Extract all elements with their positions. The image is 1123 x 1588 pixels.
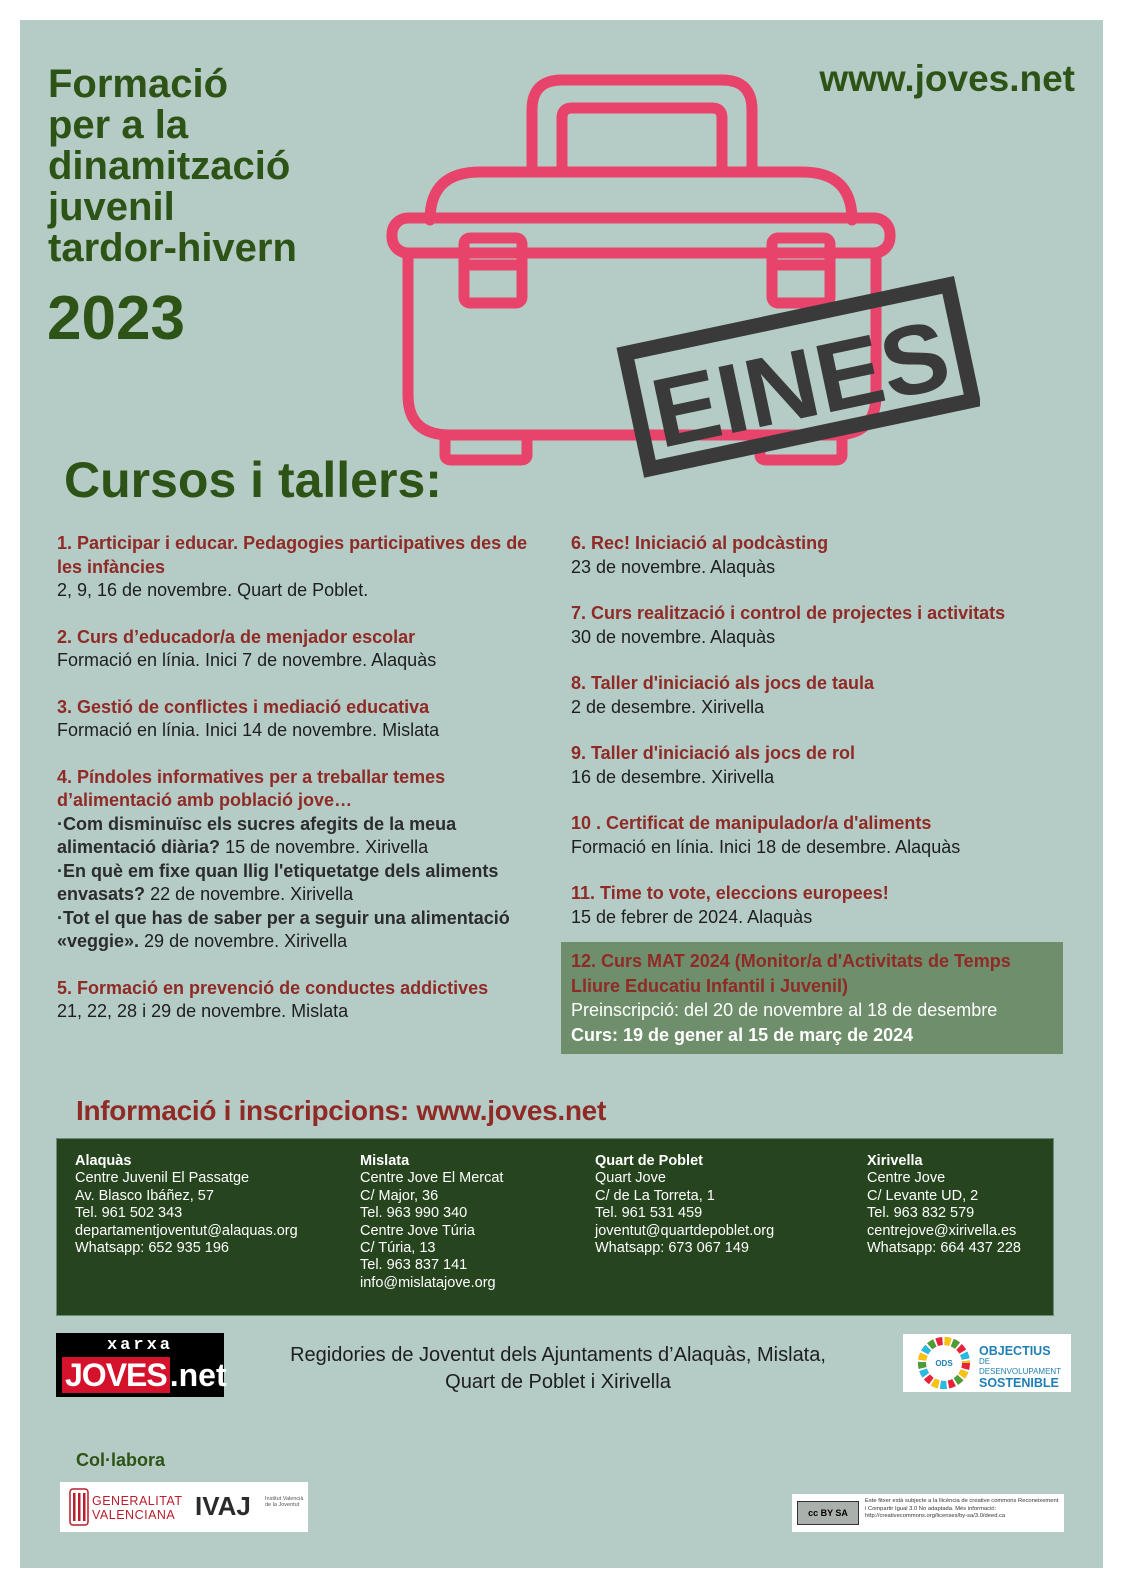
- contact-line: Whatsapp: 673 067 149: [595, 1240, 749, 1257]
- xarxa-logo-net: .net: [169, 1357, 227, 1393]
- course-title: 8. Taller d'iniciació als jocs de taula: [571, 673, 875, 693]
- mat-dates: Curs: 19 de gener al 15 de març de 2024: [571, 1024, 914, 1045]
- course-detail: Formació en línia. Inici 14 de novembre. Mislata: [57, 720, 440, 740]
- contact-line: Centre Jove El Mercat: [360, 1170, 504, 1187]
- xarxa-logo-bottom: [62, 1357, 227, 1393]
- session-title: ·Com disminuïsc els sucres afegits de la meua alimentació diària?: [57, 813, 457, 857]
- course-detail: 21, 22, 28 i 29 de novembre. Mislata: [57, 1001, 349, 1021]
- course-item: [57, 696, 557, 743]
- contact-quart-de-poblet: [595, 1153, 774, 1257]
- contact-line: Tel. 963 837 141: [360, 1257, 468, 1274]
- contact-line: Tel. 963 832 579: [867, 1205, 975, 1222]
- website-link[interactable]: www.joves.net: [819, 58, 1075, 99]
- contact-town: Alaquàs: [75, 1153, 132, 1169]
- course-title: 3. Gestió de conflictes i mediació educativa: [57, 696, 430, 717]
- course-title: 5. Formació en prevenció de conductes addictives: [57, 977, 489, 998]
- xarxa-logo-top: xarxa: [106, 1336, 173, 1355]
- xarxa-logo-joves: JOVES: [62, 1357, 170, 1393]
- course-item: [571, 882, 1091, 929]
- title-line: tardor-hivern: [48, 226, 297, 270]
- contact-line: Whatsapp: 664 437 228: [867, 1240, 1021, 1257]
- course-detail: Formació en línia. Inici 18 de desembre. Alaquàs: [571, 836, 961, 857]
- course-title: 10 . Certificat de manipulador/a d'aliments: [571, 813, 932, 833]
- contact-line: Whatsapp: 652 935 196: [75, 1240, 229, 1257]
- contact-line: Centre Jove Túria: [360, 1222, 475, 1239]
- ods-subtitle: DE DESENVOLUPAMENT: [979, 1357, 1062, 1376]
- title-line: per a la: [48, 103, 189, 147]
- title-line: Formació: [48, 62, 229, 106]
- contact-email[interactable]: centrejove@xirivella.es: [867, 1222, 1017, 1239]
- contact-line: C/ Levante UD, 2: [867, 1187, 979, 1204]
- course-detail: Formació en línia. Inici 7 de novembre. Alaquàs: [57, 650, 437, 670]
- course-detail: 2, 9, 16 de novembre. Quart de Poblet.: [57, 580, 369, 600]
- course-item: [571, 672, 1091, 719]
- course-detail: 23 de novembre. Alaquàs: [571, 556, 776, 577]
- contact-line: Av. Blasco Ibáñez, 57: [75, 1187, 214, 1204]
- course-title: 11. Time to vote, eleccions europees!: [571, 883, 889, 903]
- course-detail: 2 de desembre. Xirivella: [571, 696, 765, 717]
- course-title: 2. Curs d’educador/a de menjador escolar: [57, 626, 416, 647]
- generalitat-ivaj-logos: [60, 1482, 308, 1532]
- title-line: dinamització: [48, 144, 291, 188]
- generalitat-line: VALENCIANA: [92, 1508, 176, 1522]
- session-title: ·En què em fixe quan llig l'etiquetatge dels aliments envasats?: [57, 860, 499, 904]
- course-item: [571, 812, 1091, 859]
- course-detail: 16 de desembre. Xirivella: [571, 766, 775, 787]
- course-title: 6. Rec! Iniciació al podcàsting: [571, 533, 829, 553]
- ods-title: OBJECTIUS: [979, 1344, 1051, 1358]
- contacts-panel: [56, 1138, 1054, 1316]
- course-session: [57, 813, 557, 860]
- course-item: [571, 532, 1091, 579]
- session-detail: 29 de novembre. Xirivella: [139, 931, 348, 951]
- course-item: [571, 742, 1091, 789]
- contact-email[interactable]: joventut@quartdepoblet.org: [595, 1222, 775, 1239]
- ods-small-label: ODS: [935, 1359, 953, 1368]
- regidories-text: [233, 1342, 883, 1396]
- contact-line: Tel. 961 531 459: [595, 1205, 703, 1222]
- contact-line: Centre Juvenil El Passatge: [75, 1170, 250, 1187]
- course-item: [57, 626, 557, 673]
- contact-alaquas: [75, 1153, 298, 1257]
- courses-column-right: [571, 532, 1091, 952]
- contact-line: Quart Jove: [595, 1170, 666, 1187]
- ods-wheel-icon: [915, 1334, 973, 1392]
- generalitat-text: [92, 1494, 182, 1522]
- course-item: [57, 532, 557, 603]
- generalitat-shield-icon: [68, 1487, 90, 1527]
- course-session: [57, 860, 557, 907]
- ods-last: SOSTENIBLE: [979, 1376, 1059, 1390]
- regidories-line: Quart de Poblet i Xirivella: [445, 1371, 671, 1393]
- ods-text: [979, 1345, 1071, 1389]
- courses-column-left: [57, 532, 557, 1047]
- course-item: [57, 766, 557, 954]
- course-title: 7. Curs realització i control de projectes i activitats: [571, 603, 1006, 623]
- course-title: 4. Píndoles informatives per a treballar temes d’alimentació amb població jove…: [57, 766, 446, 810]
- course-session: [57, 907, 557, 954]
- course-detail: 30 de novembre. Alaquàs: [571, 626, 776, 647]
- contact-email[interactable]: departamentjoventut@alaquas.org: [75, 1222, 298, 1239]
- courses-heading: Cursos i tallers:: [64, 452, 442, 508]
- toolbox-illustration: [360, 70, 980, 490]
- mat-preinscription: Preinscripció: del 20 de novembre al 18 de desembre: [571, 1000, 998, 1020]
- eines-stamp: [625, 285, 973, 472]
- session-title: ·Tot el que has de saber per a seguir una alimentació «veggie».: [57, 907, 510, 951]
- year: 2023: [47, 284, 185, 353]
- contact-line: C/ de La Torreta, 1: [595, 1187, 715, 1204]
- contact-line: Tel. 961 502 343: [75, 1205, 183, 1222]
- mat-course-title: 12. Curs MAT 2024 (Monitor/a d'Activitats de Temps Lliure Educatiu Infantil i Juvenil): [571, 951, 1011, 996]
- course-item: [571, 602, 1091, 649]
- stamp-text: EINES: [642, 299, 953, 469]
- mat-course-box: [561, 942, 1063, 1054]
- contact-line: Centre Jove: [867, 1170, 946, 1187]
- contact-line: C/ Major, 36: [360, 1187, 439, 1204]
- creative-commons-notice: [792, 1494, 1064, 1532]
- contact-line: Tel. 963 990 340: [360, 1205, 468, 1222]
- poster: [20, 20, 1103, 1568]
- poster-title: [48, 64, 388, 269]
- title-line: juvenil: [48, 185, 175, 229]
- session-detail: 15 de novembre. Xirivella: [220, 837, 429, 857]
- contact-email[interactable]: info@mislatajove.org: [360, 1274, 496, 1291]
- cc-license-text: Este fitxer està subjecte a la llicència de creative commons Reconeixement i Compartir Igual 3.0 No adaptada. Més informació: http://creativecommons.org/licenses/by-sa/3.0/deed.ca: [865, 1498, 1059, 1520]
- contact-town: Mislata: [360, 1153, 410, 1169]
- contact-xirivella: [867, 1153, 1021, 1257]
- course-title: 1. Participar i educar. Pedagogies participatives des de les infàncies: [57, 533, 528, 577]
- session-detail: 22 de novembre. Xirivella: [145, 884, 354, 904]
- regidories-line: Regidories de Joventut dels Ajuntaments d’Alaquàs, Mislata,: [290, 1344, 826, 1366]
- cc-by-sa-badge[interactable]: [797, 1501, 859, 1525]
- course-item: [57, 977, 557, 1024]
- cc-badge-label: cc BY SA: [808, 1508, 848, 1518]
- ods-logo: [903, 1334, 1071, 1392]
- ivaj-logo-text: IVAJ: [195, 1491, 251, 1521]
- contact-mislata: [360, 1153, 503, 1292]
- contact-town: Xirivella: [867, 1153, 923, 1169]
- ivaj-subtitle: Institut Valencià de la Joventut: [265, 1496, 304, 1508]
- info-heading: Informació i inscripcions: www.joves.net: [76, 1095, 606, 1126]
- contact-town: Quart de Poblet: [595, 1153, 703, 1169]
- contact-line: C/ Túria, 13: [360, 1240, 436, 1257]
- course-title: 9. Taller d'iniciació als jocs de rol: [571, 743, 856, 763]
- colabora-label: Col·labora: [76, 1450, 166, 1470]
- toolbox-handle-inner: [562, 108, 722, 172]
- course-detail: 15 de febrer de 2024. Alaquàs: [571, 906, 813, 927]
- xarxa-joves-logo: [56, 1333, 227, 1397]
- generalitat-line: GENERALITAT: [92, 1494, 183, 1508]
